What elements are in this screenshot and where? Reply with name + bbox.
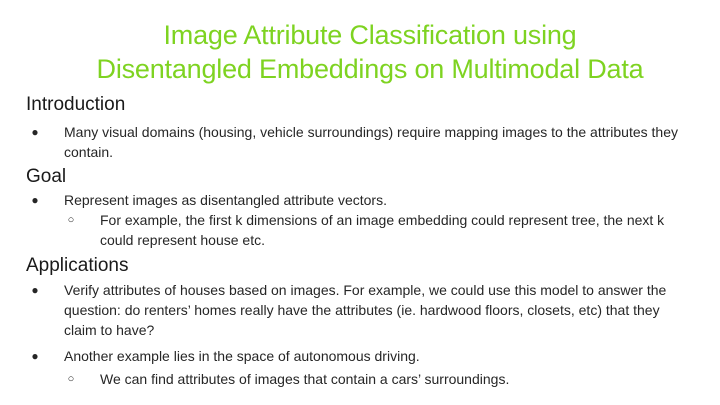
slide-title-line-1: Image Attribute Classification using (163, 20, 577, 50)
bullet-circle-icon: ○ (67, 214, 75, 226)
bullet-dot-icon: ● (31, 349, 39, 363)
slide-title-line-2: Disentangled Embeddings on Multimodal Data (96, 54, 644, 84)
applications-heading: Applications (26, 255, 129, 276)
bullet-dot-icon: ● (31, 125, 39, 139)
bullet-text: Verify attributes of houses based on images. For example, we could use this model to answer the question: do renters’ homes really have the attributes (ie. hardwood floors, closets, etc) that they claim to have? (64, 282, 667, 338)
bullet-dot-icon: ● (31, 283, 39, 297)
bullet-dot-icon: ● (31, 193, 39, 207)
bullet-circle-icon: ○ (67, 373, 75, 385)
goal-heading: Goal (26, 166, 67, 187)
bullet-text: We can find attributes of images that contain a cars’ surroundings. (100, 371, 510, 387)
bullet-text: Represent images as disentangled attribute vectors. (64, 192, 387, 208)
introduction-heading: Introduction (26, 94, 126, 115)
slide-title (0, 18, 720, 86)
bullet-text: Another example lies in the space of autonomous driving. (64, 348, 420, 364)
bullet-text: Many visual domains (housing, vehicle surroundings) require mapping images to the attributes they contain. (64, 124, 678, 160)
bullet-text: For example, the first k dimensions of an image embedding could represent tree, the next k could represent house etc. (100, 212, 665, 248)
